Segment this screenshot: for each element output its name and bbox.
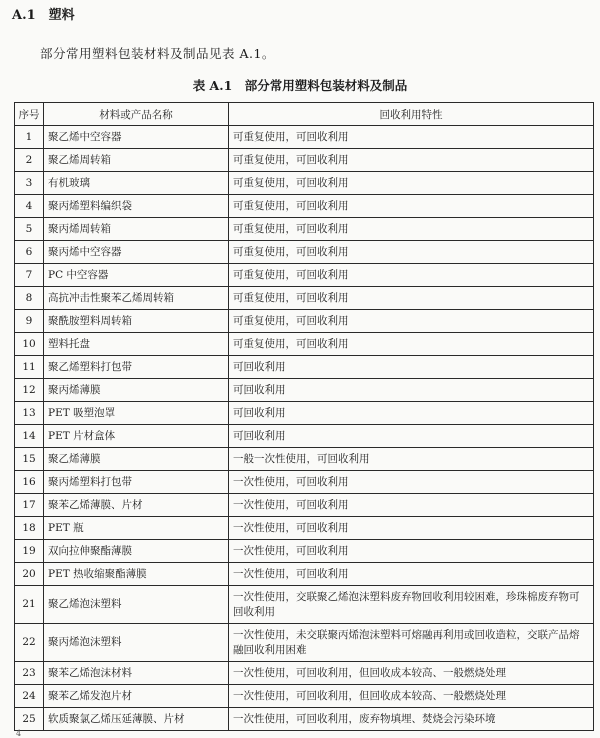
table-row [15, 402, 594, 425]
recycling-property: 可回收利用 [229, 402, 594, 425]
recycling-property: 一次性使用，交联聚乙烯泡沫塑料废弃物回收利用较困难，珍珠棉废弃物可回收利用 [229, 586, 594, 624]
recycling-property: 可重复使用，可回收利用 [229, 333, 594, 356]
material-name: 聚乙烯泡沫塑料 [44, 586, 229, 624]
row-number: 6 [15, 241, 44, 264]
table-row [15, 448, 594, 471]
table-body [15, 126, 594, 731]
table-row [15, 662, 594, 685]
recycling-property: 可回收利用 [229, 425, 594, 448]
material-name: 聚丙烯泡沫塑料 [44, 624, 229, 662]
header-name: 材料或产品名称 [44, 103, 229, 126]
table-row [15, 471, 594, 494]
table-row [15, 540, 594, 563]
material-name: PET 吸塑泡罩 [44, 402, 229, 425]
material-name: 聚丙烯中空容器 [44, 241, 229, 264]
material-name: 聚苯乙烯发泡片材 [44, 685, 229, 708]
table-row [15, 264, 594, 287]
row-number: 13 [15, 402, 44, 425]
row-number: 20 [15, 563, 44, 586]
page-number: 4 [16, 729, 22, 738]
row-number: 23 [15, 662, 44, 685]
header-no: 序号 [15, 103, 44, 126]
material-name: PET 热收缩聚酯薄膜 [44, 563, 229, 586]
recycling-property: 一般一次性使用，可回收利用 [229, 448, 594, 471]
table-row [15, 685, 594, 708]
recycling-property: 可重复使用，可回收利用 [229, 149, 594, 172]
recycling-property: 一次性使用，可回收利用 [229, 540, 594, 563]
row-number: 18 [15, 517, 44, 540]
row-number: 4 [15, 195, 44, 218]
material-name: 聚苯乙烯薄膜、片材 [44, 494, 229, 517]
table-row [15, 379, 594, 402]
row-number: 8 [15, 287, 44, 310]
material-name: PC 中空容器 [44, 264, 229, 287]
material-name: 有机玻璃 [44, 172, 229, 195]
table-row [15, 586, 594, 624]
row-number: 12 [15, 379, 44, 402]
row-number: 2 [15, 149, 44, 172]
row-number: 7 [15, 264, 44, 287]
recycling-property: 一次性使用，可回收利用 [229, 494, 594, 517]
recycling-property: 可重复使用，可回收利用 [229, 310, 594, 333]
table-row [15, 126, 594, 149]
table-row [15, 218, 594, 241]
table-row [15, 172, 594, 195]
table-row [15, 494, 594, 517]
material-name: 聚丙烯塑料编织袋 [44, 195, 229, 218]
recycling-property: 一次性使用，可回收利用 [229, 517, 594, 540]
row-number: 22 [15, 624, 44, 662]
section-title: A.1 塑料 [12, 8, 75, 23]
material-name: 双向拉伸聚酯薄膜 [44, 540, 229, 563]
table-row [15, 149, 594, 172]
material-name: 聚丙烯薄膜 [44, 379, 229, 402]
material-name: PET 片材盒体 [44, 425, 229, 448]
recycling-property: 一次性使用，未交联聚丙烯泡沫塑料可熔融再利用或回收造粒，交联产品熔融回收利用困难 [229, 624, 594, 662]
material-name: 聚丙烯周转箱 [44, 218, 229, 241]
recycling-property: 可回收利用 [229, 379, 594, 402]
material-name: 聚乙烯塑料打包带 [44, 356, 229, 379]
row-number: 5 [15, 218, 44, 241]
material-name: 聚乙烯中空容器 [44, 126, 229, 149]
recycling-property: 一次性使用，可回收利用 [229, 471, 594, 494]
row-number: 17 [15, 494, 44, 517]
table-row [15, 563, 594, 586]
recycling-property: 一次性使用，可回收利用，但回收成本较高、一般燃烧处理 [229, 685, 594, 708]
recycling-property: 一次性使用，可回收利用，但回收成本较高、一般燃烧处理 [229, 662, 594, 685]
material-name: 聚丙烯塑料打包带 [44, 471, 229, 494]
table-row [15, 517, 594, 540]
table-caption: 表 A.1 部分常用塑料包装材料及制品 [192, 78, 408, 93]
table-row [15, 356, 594, 379]
table-row [15, 624, 594, 662]
recycling-property: 可重复使用，可回收利用 [229, 241, 594, 264]
recycling-property: 可重复使用，可回收利用 [229, 264, 594, 287]
recycling-property: 一次性使用，可回收利用 [229, 563, 594, 586]
row-number: 24 [15, 685, 44, 708]
row-number: 16 [15, 471, 44, 494]
header-property: 回收利用特性 [229, 103, 594, 126]
table-row [15, 241, 594, 264]
row-number: 10 [15, 333, 44, 356]
materials-table [14, 102, 594, 731]
recycling-property: 可重复使用，可回收利用 [229, 172, 594, 195]
row-number: 19 [15, 540, 44, 563]
material-name: 软质聚氯乙烯压延薄膜、片材 [44, 708, 229, 731]
material-name: 高抗冲击性聚苯乙烯周转箱 [44, 287, 229, 310]
row-number: 1 [15, 126, 44, 149]
intro-text: 部分常用塑料包装材料及制品见表 A.1。 [40, 46, 275, 61]
table-row [15, 708, 594, 731]
material-name: 聚酰胺塑料周转箱 [44, 310, 229, 333]
table-row [15, 195, 594, 218]
row-number: 14 [15, 425, 44, 448]
row-number: 9 [15, 310, 44, 333]
material-name: 聚乙烯周转箱 [44, 149, 229, 172]
table-row [15, 333, 594, 356]
material-name: PET 瓶 [44, 517, 229, 540]
recycling-property: 一次性使用，可回收利用，废弃物填埋、焚烧会污染环境 [229, 708, 594, 731]
table-header-row [15, 103, 594, 126]
row-number: 15 [15, 448, 44, 471]
recycling-property: 可重复使用，可回收利用 [229, 287, 594, 310]
recycling-property: 可重复使用，可回收利用 [229, 195, 594, 218]
material-name: 聚乙烯薄膜 [44, 448, 229, 471]
table-row [15, 287, 594, 310]
row-number: 11 [15, 356, 44, 379]
recycling-property: 可重复使用，可回收利用 [229, 218, 594, 241]
table-row [15, 310, 594, 333]
material-name: 聚苯乙烯泡沫材料 [44, 662, 229, 685]
table-row [15, 425, 594, 448]
material-name: 塑料托盘 [44, 333, 229, 356]
row-number: 21 [15, 586, 44, 624]
row-number: 25 [15, 708, 44, 731]
recycling-property: 可回收利用 [229, 356, 594, 379]
recycling-property: 可重复使用，可回收利用 [229, 126, 594, 149]
row-number: 3 [15, 172, 44, 195]
